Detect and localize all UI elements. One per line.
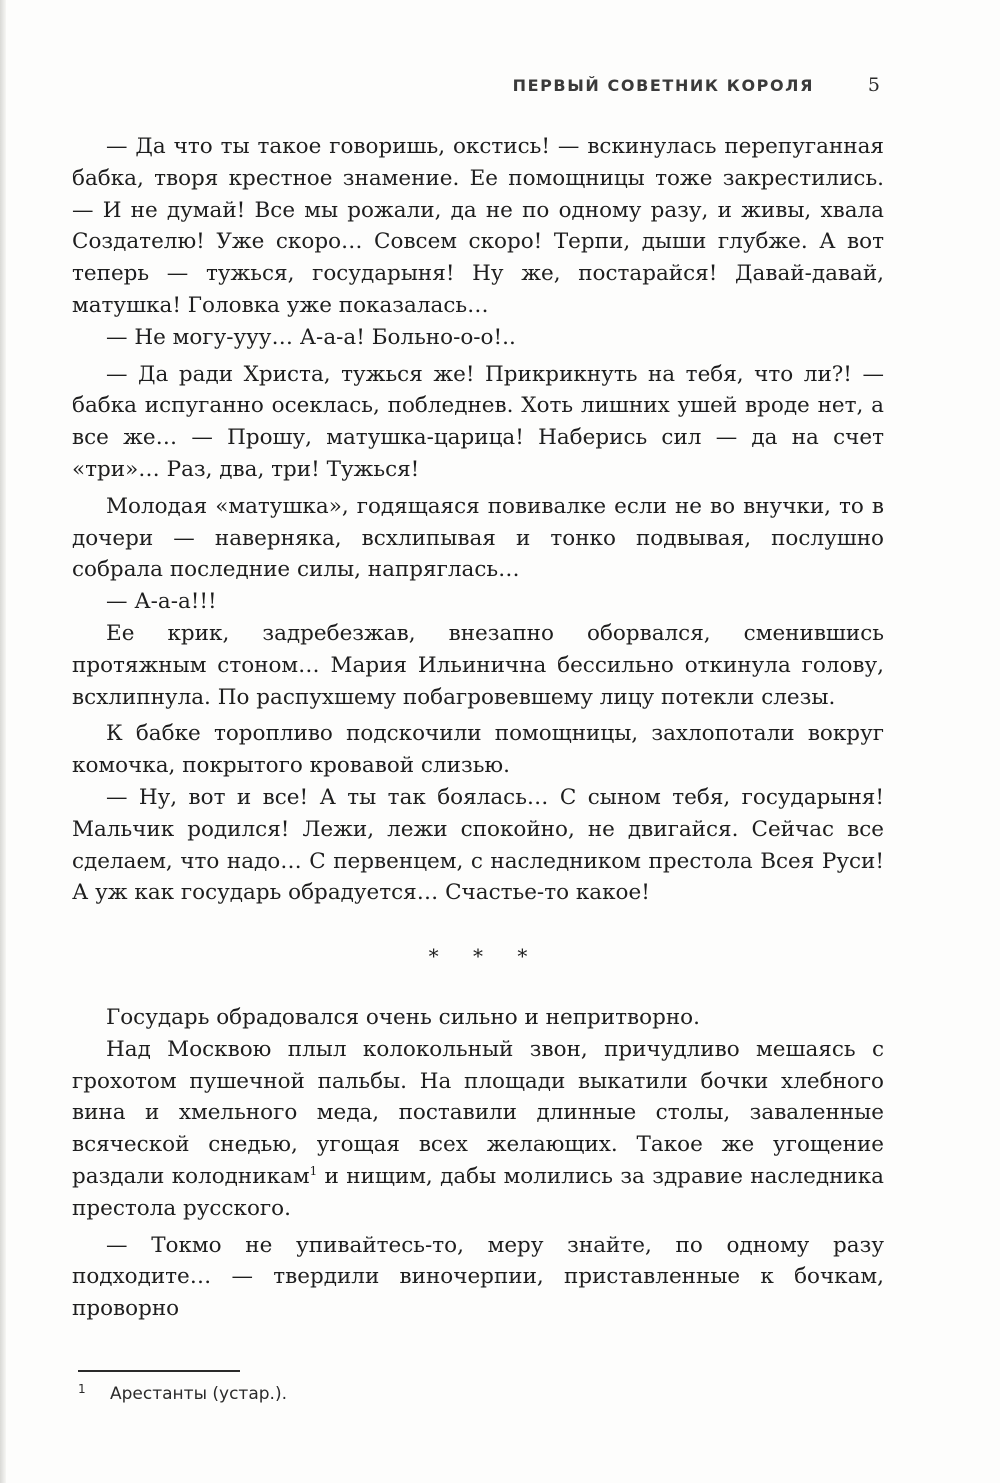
paragraph-1: — Да что ты такое говоришь, окстись! — вскинулась перепуганная бабка, творя крестное знамение. Ее помощницы тоже закрестились. — И не думай! Все мы рожали, да не по одному разу, и живы, хвала Создателю! Уже скоро… Совсем скоро! Терпи, дыши глубже. А вот теперь — тужься, государыня! Ну же, постарайся! Давай-давай, матушка! Головка уже показалась…: [72, 134, 884, 318]
footnote-reference[interactable]: 1: [309, 1163, 318, 1178]
paragraph-2: — Не могу-ууу… А-а-а! Больно-о-о!..: [106, 324, 516, 350]
page-edge-shadow: [0, 0, 6, 1483]
running-title: ПЕРВЫЙ СОВЕТНИК КОРОЛЯ: [512, 76, 814, 95]
page-number: 5: [867, 74, 880, 96]
paragraph-10-text-a: Над Москвою плыл колокольный звон, причудливо мешаясь с грохотом пушечной пальбы. На площади выкатили бочки хлебного вина и хмельного меда, поставили длинные столы, заваленные всяческой снедью, угощая всех желающих. Такое же угощение раздали колодникам: [72, 1036, 884, 1189]
footnote: [78, 1384, 878, 1404]
paragraph-3: — Да ради Христа, тужься же! Прикрикнуть на тебя, что ли?! — бабка испуганно осеклась, побледнев. Хоть лишних ушей вроде нет, а все же… — Прошу, матушка-царица! Наберись сил — да на счет «три»… Раз, два, три! Тужься!: [72, 361, 884, 482]
paragraph-10-text-b: и нищим, дабы молились за здравие наследника престола русского.: [72, 1163, 884, 1221]
footnote-text: Арестанты (устар.).: [110, 1384, 287, 1404]
paragraph-8: — Ну, вот и все! А ты так боялась… С сыном тебя, государыня! Мальчик родился! Лежи, лежи спокойно, не двигайся. Сейчас все сделаем, что надо… С первенцем, с наследником престола Всея Руси! А уж как государь обрадуется… Счастье-то какое!: [72, 784, 884, 906]
paragraph-11: — Токмо не упивайтесь-то, меру знайте, по одному разу подходите… — твердили виночерпии, приставленные к бочкам, проворно: [72, 1232, 884, 1322]
main-text: [72, 131, 884, 1325]
section-separator: * * *: [428, 944, 542, 969]
footnote-marker: 1: [78, 1382, 86, 1396]
paragraph-5: — А-а-а!!!: [106, 589, 217, 615]
paragraph-6: Ее крик, задребезжав, внезапно оборвался, сменившись протяжным стоном… Мария Ильинична бессильно откинула голову, всхлипнула. По распухшему побагровевшему лицу потекли слезы.: [72, 620, 884, 710]
paragraph-10: [72, 1034, 884, 1225]
paragraph-7: К бабке торопливо подскочили помощницы, захлопотали вокруг комочка, покрытого кровавой слизью.: [72, 721, 884, 779]
paragraph-9: Государь обрадовался очень сильно и непритворно.: [106, 1004, 700, 1030]
running-header: [0, 76, 880, 100]
footnote-divider: [78, 1370, 240, 1372]
paragraph-4: Молодая «матушка», годящаяся повивалке если не во внучки, то в дочери — наверняка, всхлипывая и тонко подвывая, послушно собрала последние силы, напряглась…: [72, 493, 884, 583]
